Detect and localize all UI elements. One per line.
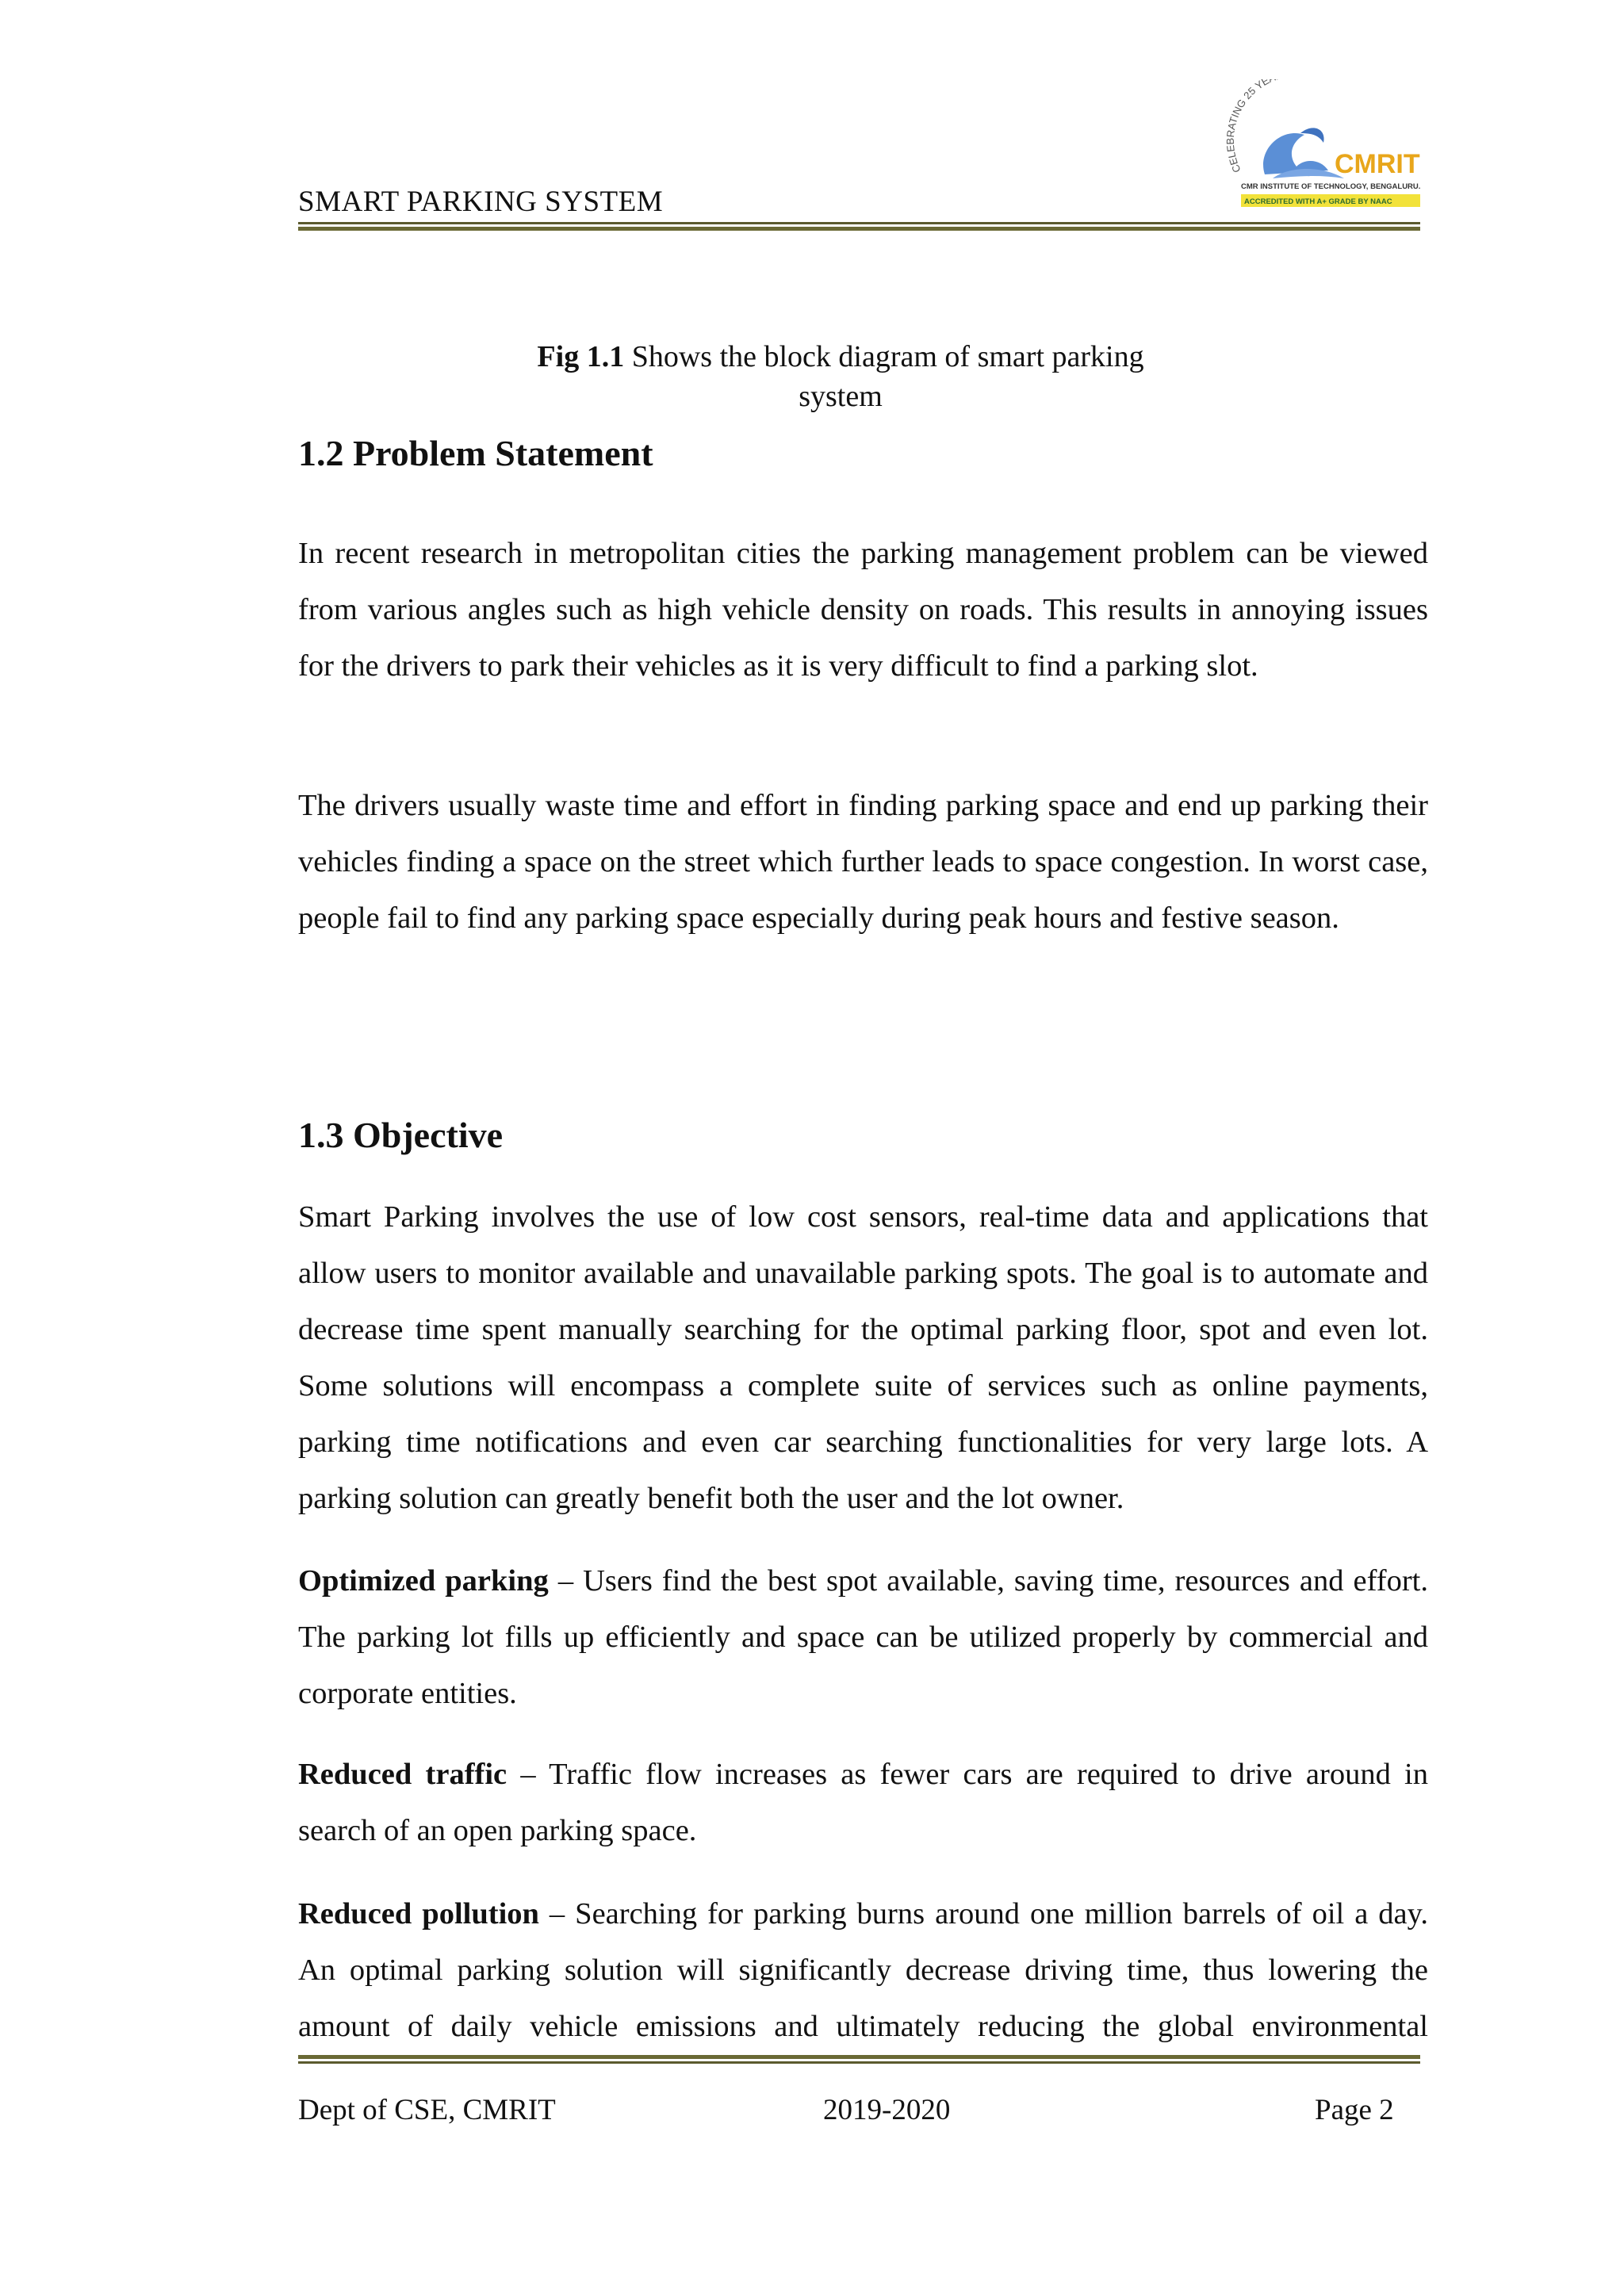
header-title: SMART PARKING SYSTEM bbox=[298, 186, 664, 218]
cmrit-logo bbox=[1217, 79, 1423, 214]
logo-name: CMRIT bbox=[1335, 149, 1420, 179]
figure-caption bbox=[444, 337, 1237, 416]
header-rule bbox=[298, 222, 1420, 231]
item-text: – Traffic flow increases as fewer cars are required to drive around in search of an open parking space. bbox=[298, 1758, 1428, 1847]
footer-department: Dept of CSE, CMRIT bbox=[298, 2094, 556, 2126]
logo-arc-text: CELEBRATING 25 YE bbox=[1224, 79, 1271, 175]
objective-heading: 1.3 Objective bbox=[298, 1115, 504, 1155]
logo-subtitle: CMR INSTITUTE OF TECHNOLOGY, BENGALURU. bbox=[1241, 182, 1421, 191]
item-text: – Users find the best spot available, saving time, resources and effort. The parking lot fills up efficiently and space can be utilized properly by commercial and corporate entities. bbox=[298, 1564, 1428, 1710]
objective-item-optimized-parking bbox=[298, 1553, 1428, 1722]
objective-item-reduced-traffic bbox=[298, 1747, 1428, 1859]
swan-icon bbox=[1263, 128, 1344, 178]
footer-rule bbox=[298, 2055, 1420, 2064]
item-term: Reduced pollution bbox=[298, 1897, 539, 1931]
item-text: – Searching for parking burns around one million barrels of oil a day. An optimal parking solution will significantly decrease driving time, thus lowering the amount of daily vehicle emissions and ultimately reducing the global environmental bbox=[298, 1897, 1428, 2043]
item-term: Reduced traffic bbox=[298, 1758, 508, 1791]
footer-page-number: Page 2 bbox=[1315, 2094, 1394, 2126]
figure-caption-line2: system bbox=[799, 380, 883, 413]
problem-paragraph-2: The drivers usually waste time and effort in finding parking space and end up parking their vehicles finding a space on the street which further leads to space congestion. In worst case, people fail to find any parking space especially during peak hours and festive season. bbox=[298, 789, 1428, 935]
objective-paragraph: Smart Parking involves the use of low cost sensors, real-time data and applications that allow users to monitor available and unavailable parking spots. The goal is to automate and decrease time spent manually searching for the optimal parking floor, spot and even lot. Some solutions will encompass a complete suite of services such as online payments, parking time notifications and even car searching functionalities for very large lots. A parking solution can greatly benefit both the user and the lot owner. bbox=[298, 1200, 1428, 1515]
item-term: Optimized parking bbox=[298, 1564, 549, 1598]
footer-year: 2019-2020 bbox=[823, 2094, 951, 2126]
figure-caption-line1: Shows the block diagram of smart parking bbox=[624, 340, 1144, 373]
figure-label: Fig 1.1 bbox=[537, 340, 625, 373]
logo-accreditation: ACCREDITED WITH A+ GRADE BY NAAC bbox=[1244, 197, 1392, 206]
problem-paragraph-1: In recent research in metropolitan cities the parking management problem can be viewed from various angles such as high vehicle density on roads. This results in annoying issues for the drivers to park their vehicles as it is very difficult to find a parking slot. bbox=[298, 537, 1428, 683]
problem-statement-heading: 1.2 Problem Statement bbox=[298, 433, 653, 473]
objective-item-reduced-pollution bbox=[298, 1886, 1428, 2055]
